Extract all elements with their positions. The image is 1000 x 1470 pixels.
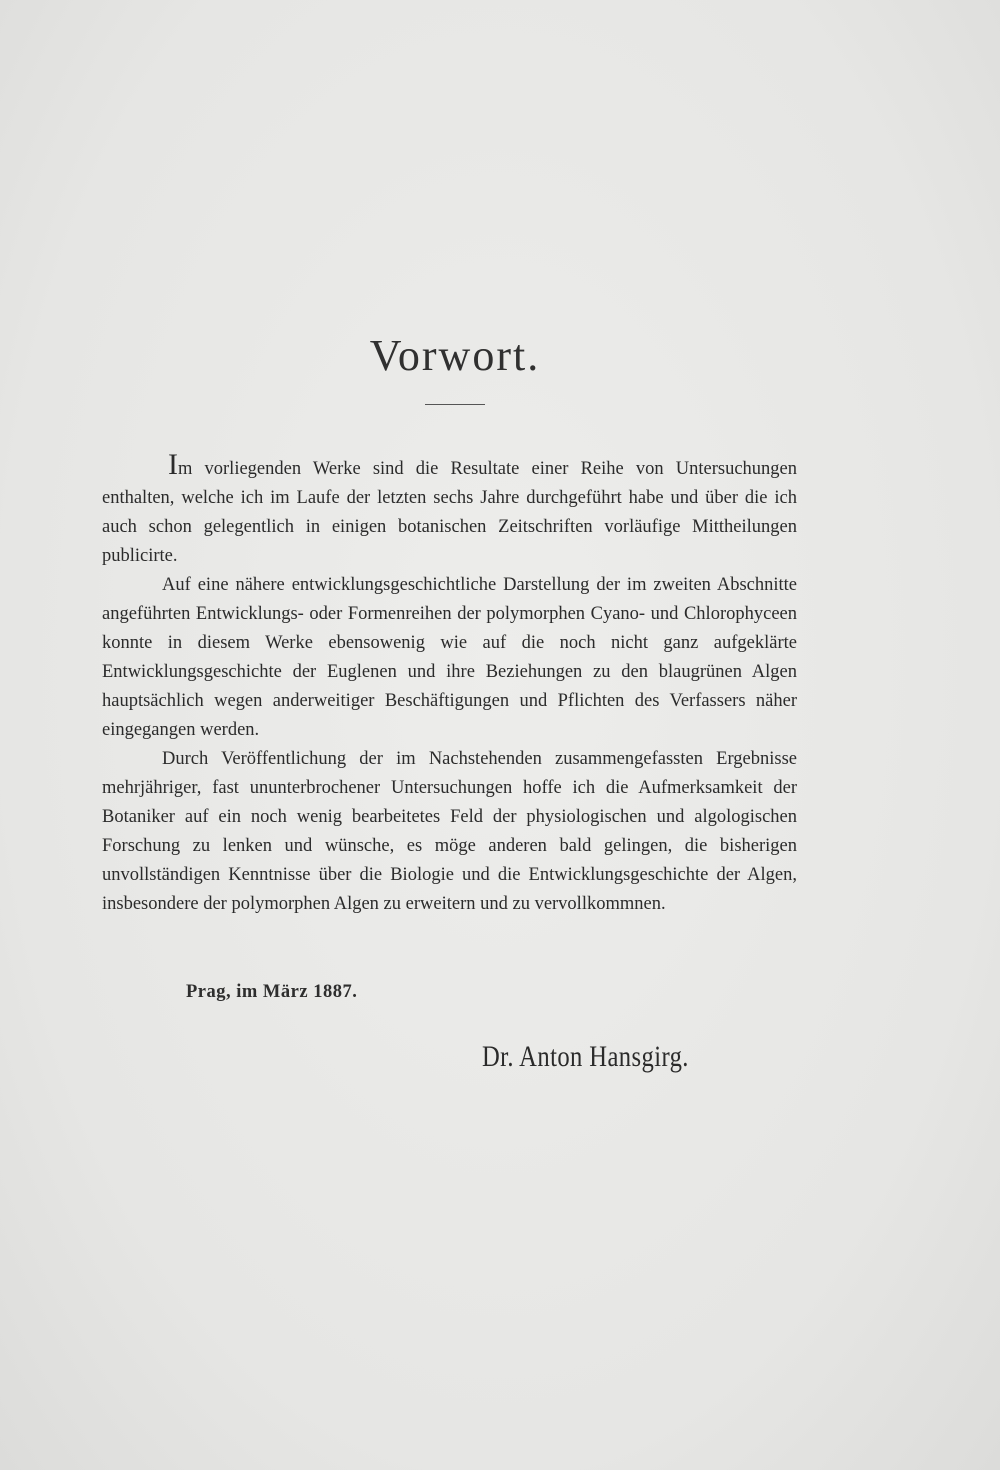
page-title: Vorwort. — [369, 331, 541, 380]
title-rule — [425, 404, 485, 405]
drop-cap: I — [168, 448, 178, 481]
preface-body — [102, 448, 797, 919]
paragraph-1-text: m vorliegenden Werke sind die Resultate einer Reihe von Untersuchungen enthalten, welche ich im Laufe der letzten sechs Jahre durchgeführt habe und über die ich auch schon gelegentlich in einigen botanischen Zeitschriften vorläufige Mittheilungen publicirte. — [102, 459, 797, 566]
paragraph-1 — [102, 448, 797, 571]
author-signature: Dr. Anton Hansgirg. — [482, 1040, 689, 1073]
place-date: Prag, im März 1887. — [186, 982, 358, 1002]
paragraph-2: Auf eine nähere entwicklungsgeschichtliche Darstellung der im zweiten Abschnitte angeführten Entwicklungs- oder Formenreihen der polymorphen Cyano- und Chlorophyceen konnte in diesem Werke ebensowenig wie auf die noch nicht ganz aufgeklärte Entwicklungsgeschichte der Euglenen und ihre Beziehungen zu den blaugrünen Algen hauptsächlich wegen anderweitiger Beschäftigungen und Pflichten des Verfassers näher eingegangen werden. — [102, 575, 797, 740]
paragraph-3: Durch Veröffentlichung der im Nachstehenden zusammengefassten Ergebnisse mehrjähriger, fast ununterbrochener Untersuchungen hoffe ich die Aufmerksamkeit der Botaniker auf ein noch wenig bearbeitetes Feld der physiologischen und algologischen Forschung zu lenken und wünsche, es möge anderen bald gelingen, die bisherigen unvollständigen Kenntnisse über die Biologie und die Entwicklungsgeschichte der Algen, insbesondere der polymorphen Algen zu erweitern und zu vervollkommnen. — [102, 749, 797, 914]
